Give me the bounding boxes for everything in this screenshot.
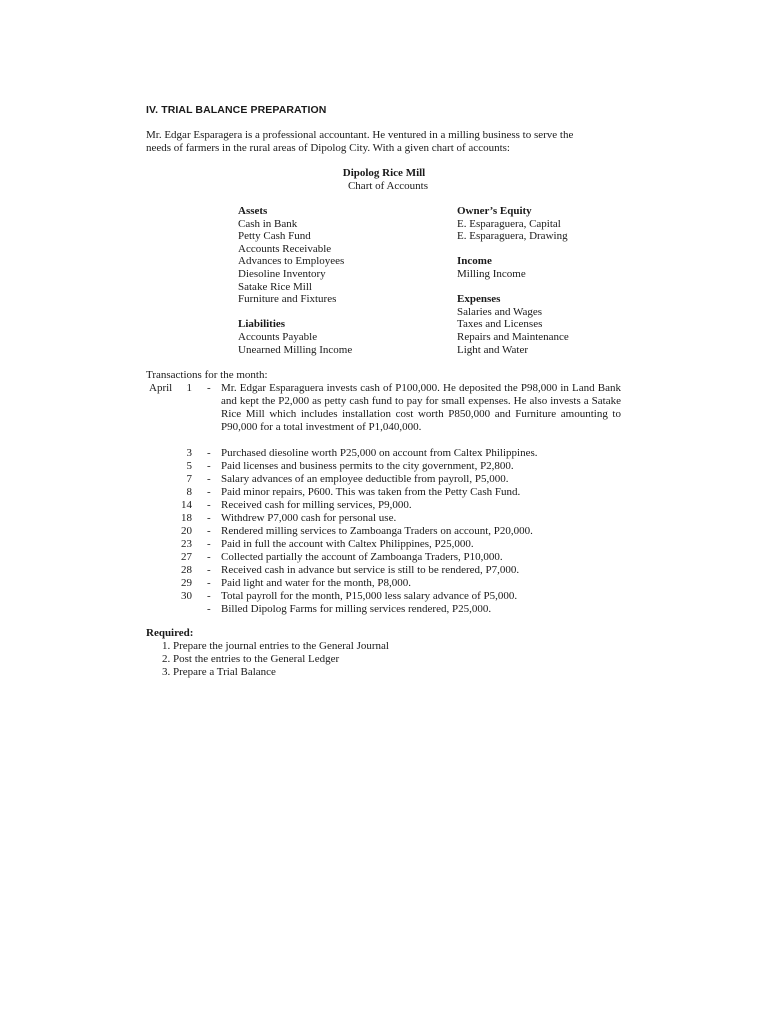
income-heading: Income [457,255,492,268]
intro-line: Mr. Edgar Esparagera is a professional accountant. He ventured in a milling business to serve the [146,129,574,141]
accounts-right-column [457,205,569,356]
transaction-day: 3 [186,447,192,459]
transactions-heading: Transactions for the month: [146,369,268,381]
transaction-dash: - [207,382,211,394]
transaction-day: 8 [186,486,192,498]
transaction-text: Billed Dipolog Farms for milling services rendered, P25,000. [221,603,492,615]
account-item: Satake Rice Mill [238,280,312,293]
transaction-day: 20 [181,525,192,537]
expenses-heading: Expenses [457,293,501,306]
transaction-dash: - [207,525,211,537]
transaction-dash: - [207,486,211,498]
transaction-day: 27 [181,551,192,563]
transaction-day: 5 [186,460,192,472]
account-item: Advances to Employees [238,255,345,268]
transaction-text: Collected partially the account of Zamboanga Traders, P10,000. [221,551,503,563]
transaction-dash: - [207,447,211,459]
transaction-day: 1 [186,382,192,394]
transaction-day: 30 [181,590,192,602]
transaction-text: Paid minor repairs, P600. This was taken from the Petty Cash Fund. [221,486,521,498]
account-item: Petty Cash Fund [238,230,311,243]
section-heading: IV. TRIAL BALANCE PREPARATION [146,104,327,116]
account-item: Furniture and Fixtures [238,293,337,306]
transaction-text: Paid licenses and business permits to the city government, P2,800. [221,460,514,472]
transaction-dash: - [207,460,211,472]
transaction-dash: - [207,564,211,576]
account-item: Accounts Payable [238,330,318,343]
account-item: Unearned Milling Income [238,343,353,356]
intro-paragraph [146,129,626,155]
transaction-dash: - [207,538,211,550]
transaction-text: Paid light and water for the month, P8,000. [221,577,412,589]
transaction-text: Received cash in advance but service is still to be rendered, P7,000. [221,564,520,576]
transaction-text: Rendered milling services to Zamboanga Traders on account, P20,000. [221,525,533,537]
account-item: E. Esparaguera, Capital [457,217,561,230]
transaction-dash: - [207,603,211,615]
transaction-day: 14 [181,499,192,511]
required-item: 3. Prepare a Trial Balance [162,665,276,678]
account-item: E. Esparaguera, Drawing [457,230,568,243]
account-item: Taxes and Licenses [457,318,543,331]
accounts-left-column [238,205,352,356]
account-item: Accounts Receivable [238,242,332,255]
transaction-month: April [149,382,173,394]
account-item: Repairs and Maintenance [457,330,569,343]
transaction-dash: - [207,590,211,602]
account-item: Cash in Bank [238,217,298,230]
transaction-text: Paid in full the account with Caltex Philippines, P25,000. [221,538,474,550]
transaction-text: Purchased diesoline worth P25,000 on account from Caltex Philippines. [221,447,538,459]
assets-heading: Assets [238,205,268,217]
transaction-dash: - [207,551,211,563]
transaction-day: 28 [181,564,192,576]
transaction-text: Salary advances of an employee deductible from payroll, P5,000. [221,473,509,485]
intro-line: needs of farmers in the rural areas of Dipolog City. With a given chart of accounts: [146,142,510,154]
transaction-dash: - [207,473,211,485]
account-item: Diesoline Inventory [238,267,326,280]
transaction-day: 23 [181,538,192,550]
account-item: Milling Income [457,267,526,280]
transaction-day: 7 [186,473,192,485]
equity-heading: Owner’s Equity [457,205,532,217]
liabilities-heading: Liabilities [238,318,286,331]
chart-subtitle: Chart of Accounts [347,180,429,192]
account-item: Salaries and Wages [457,305,543,318]
transaction-text: Received cash for milling services, P9,000. [221,499,412,511]
required-list [162,640,389,678]
required-heading: Required: [146,627,194,639]
transaction-dash: - [207,577,211,589]
transaction-day: 18 [181,512,192,524]
transaction-text: Mr. Edgar Esparaguera invests cash of P100,000. He deposited the P98,000 in Land Bank and kept the P2,000 as petty cash fund to pay for small expenses. He also invests a Satake Rice Mill which includes installation cost worth P850,000 and Furniture amounting to P90,000 for a total investment of P1,040,000. [221,382,621,433]
transaction-text: Total payroll for the month, P15,000 less salary advance of P5,000. [221,590,518,602]
company-name: Dipolog Rice Mill [342,167,426,179]
required-item: 1. Prepare the journal entries to the General Journal [162,640,389,652]
transaction-dash: - [207,499,211,511]
transaction-day: 29 [181,577,192,589]
account-item: Light and Water [457,343,529,356]
transaction-dash: - [207,512,211,524]
transaction-text: Withdrew P7,000 cash for personal use. [221,512,397,524]
required-item: 2. Post the entries to the General Ledger [162,652,340,665]
